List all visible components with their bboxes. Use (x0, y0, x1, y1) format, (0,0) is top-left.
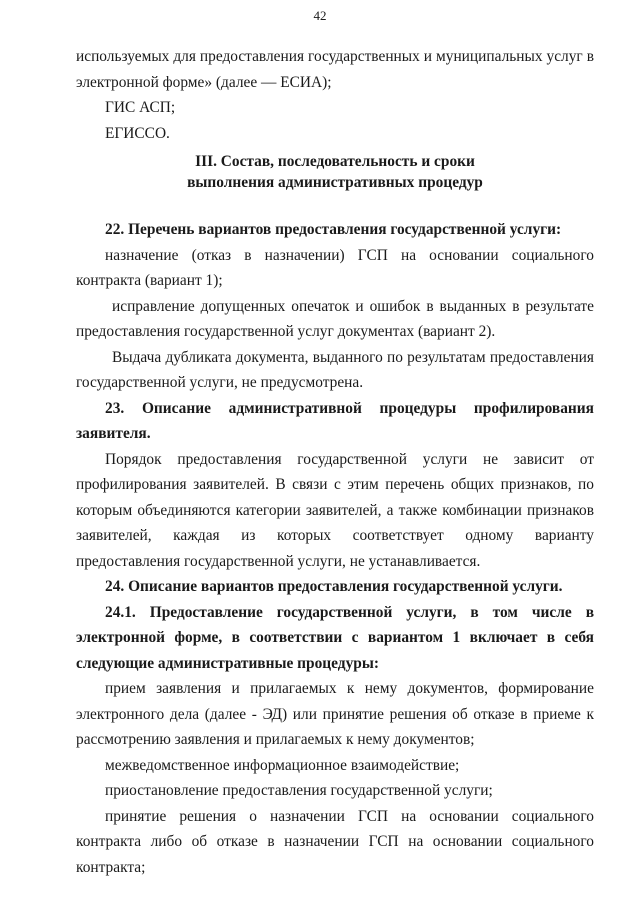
paragraph-egisso: ЕГИССО. (105, 124, 170, 142)
heading-22: 22. Перечень вариантов предоставления государственной услуги: (105, 221, 562, 238)
paragraph-24-suspension: приостановление предоставления государственной услуги; (105, 782, 493, 799)
section-title-line-2: выполнения административных процедур (187, 174, 483, 191)
paragraph-24-interaction: межведомственное информационное взаимодействие; (105, 756, 460, 774)
heading-24: 24. Описание вариантов предоставления государственной услуги. (105, 578, 563, 595)
heading-23: 23. Описание административной процедуры профилирования заявителя. (76, 399, 594, 442)
paragraph-24-decision: принятие решения о назначении ГСП на основании социального контракта либо об отказе в назначении ГСП на основании социального контракта; (76, 807, 594, 876)
section-title-line-1: III. Состав, последовательность и сроки (195, 153, 475, 170)
paragraph-esia: используемых для предоставления государственных и муниципальных услуг в электронной форме» (далее — ЕСИА); (76, 48, 594, 91)
page-number: 42 (313, 8, 327, 23)
paragraph-22-variant-1: назначение (отказ в назначении) ГСП на основании социального контракта (вариант 1); (76, 246, 594, 289)
document-body (76, 44, 594, 880)
paragraph-gis-asp: ГИС АСП; (105, 99, 176, 116)
paragraph-24-reception: прием заявления и прилагаемых к нему документов, формирование электронного дела (далее - ЭД) или принятие решения об отказе в приеме к рассмотрению заявления и прилагаемых к нему документов; (76, 680, 594, 748)
section-title (76, 151, 594, 193)
heading-24-1: 24.1. Предоставление государственной услуги, в том числе в электронной форме, в соответствии с вариантом 1 включает в себя следующие административные процедуры: (76, 603, 594, 672)
paragraph-22-duplicate: Выдача дубликата документа, выданного по результатам предоставления государственной услуги, не предусмотрена. (76, 348, 594, 391)
paragraph-22-variant-2: исправление допущенных опечаток и ошибок в выданных в результате предоставления государственной услуг документах (вариант 2). (76, 297, 594, 340)
paragraph-23: Порядок предоставления государственной услуги не зависит от профилирования заявителей. В связи с этим перечень общих признаков, по которым объединяются категории заявителей, а также комбинации признаков заявителей, каждая из которых соответствует одному варианту предоставления государственной услуги, не устанавливается. (76, 450, 594, 570)
